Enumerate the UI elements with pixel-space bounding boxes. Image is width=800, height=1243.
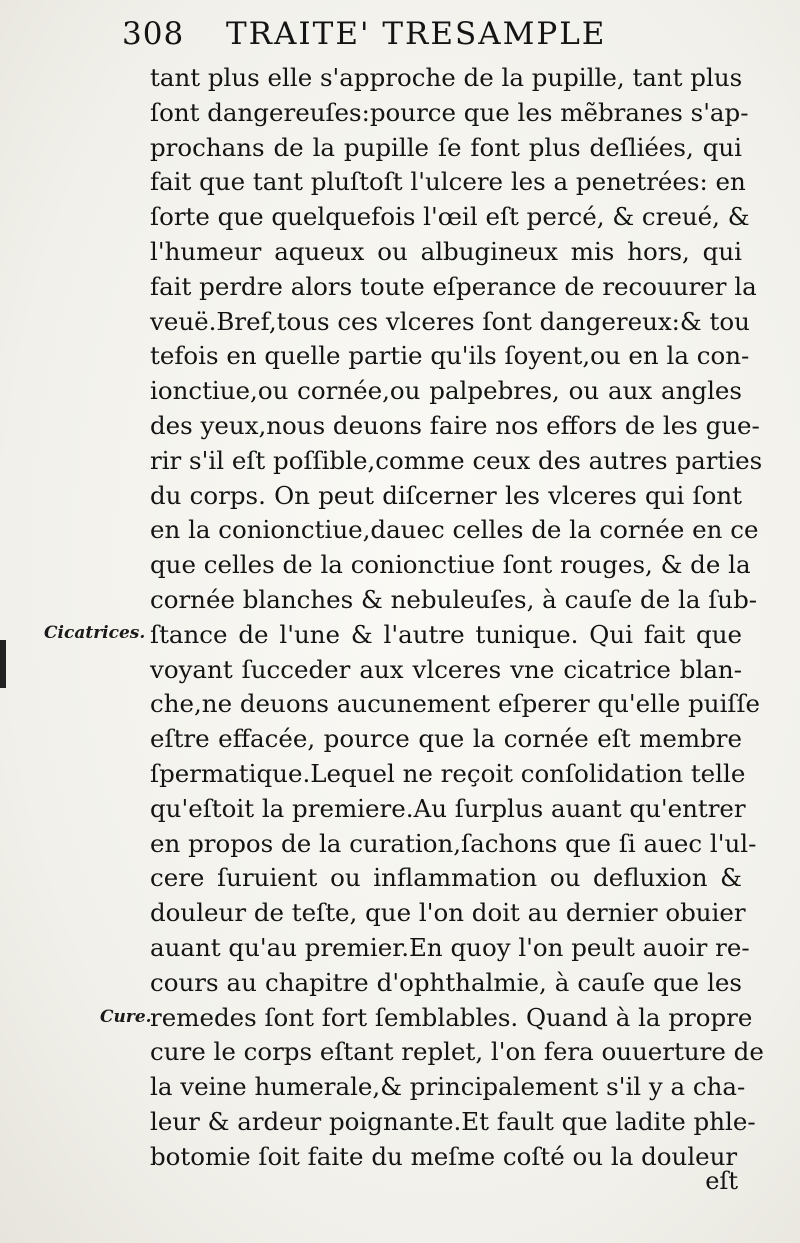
text-line: qu'eſtoit la premiere.Au ſurplus auant qu'entrer — [150, 793, 746, 823]
page-edge-shadow — [0, 640, 6, 688]
text-line: che,ne deuons aucunement eſperer qu'elle puiſſe — [150, 689, 761, 719]
catchword: eſt — [705, 1167, 738, 1195]
text-line: auant qu'au premier.En quoy l'on peult auoir re- — [150, 932, 750, 962]
text-line: veuë.Bref,tous ces vlceres ſont dangereux:& tou — [150, 306, 750, 336]
text-line: ſorte que quelquefois l'œil eſt percé, & creué, & — [150, 202, 750, 232]
running-title: TRAITE' TRESAMPLE — [226, 16, 607, 52]
text-line: remedes ſont fort ſemblables. Quand à la propre — [150, 1002, 753, 1032]
page-header — [0, 14, 800, 58]
text-line: en la conionctiue,dauec celles de la cornée en ce — [150, 515, 759, 545]
text-line: cours au chapitre d'ophthalmie, à cauſe que les — [150, 967, 742, 997]
text-line: voyant ſucceder aux vlceres vne cicatrice blan- — [150, 654, 742, 684]
text-line: ſont dangereuſes:pource que les mẽbranes s'ap- — [150, 97, 749, 127]
text-line: ſpermatique.Lequel ne reçoit conſolidation telle — [150, 758, 746, 788]
text-line: tant plus elle s'approche de la pupille, tant plus — [150, 63, 743, 92]
text-line: la veine humerale,& principalement s'il y a cha- — [150, 1072, 746, 1102]
text-line: botomie ſoit faite du meſme coſté ou la douleur — [150, 1141, 738, 1171]
page-number: 308 — [122, 16, 185, 52]
text-line: que celles de la conionctiue ſont rouges, & de la — [150, 550, 751, 580]
text-line: tefois en quelle partie qu'ils ſoyent,ou en la con- — [150, 341, 750, 371]
text-line: en propos de la curation,ſachons que ſi auec l'ul- — [150, 828, 757, 858]
text-line: eſtre effacée, pource que la cornée eſt membre — [150, 724, 742, 754]
text-line: des yeux,nous deuons faire nos effors de les gue- — [150, 410, 760, 440]
margin-note-cure: Cure. — [100, 1007, 152, 1027]
text-line: leur & ardeur poignante.Et fault que ladite phle- — [150, 1106, 756, 1136]
text-line: cure le corps eſtant replet, l'on fera ouuerture de — [150, 1037, 764, 1067]
margin-note-cicatrices: Cicatrices. — [44, 623, 146, 643]
text-line: ſtance de l'une & l'autre tunique. Qui fait que — [150, 619, 742, 649]
text-line: ionctiue,ou cornée,ou palpebres, ou aux angles — [150, 376, 742, 406]
body-text — [150, 61, 764, 1175]
text-line: du corps. On peut diſcerner les vlceres qui ſont — [150, 480, 742, 510]
text-line: l'humeur aqueux ou albugineux mis hors, qui — [150, 236, 742, 266]
text-line: cornée blanches & nebuleuſes, à cauſe de la ſub- — [150, 584, 758, 614]
text-line: cere ſuruient ou inflammation ou defluxion & — [150, 863, 742, 893]
text-line: prochans de la pupille ſe font plus deſliées, qui — [150, 132, 742, 162]
text-line: rir s'il eſt poſſible,comme ceux des autres parties — [150, 445, 763, 475]
text-line: fait que tant pluſtoſt l'ulcere les a penetrées: en — [150, 167, 746, 197]
text-line: douleur de teſte, que l'on doit au dernier obuier — [150, 898, 746, 928]
text-line: fait perdre alors toute eſperance de recouurer la — [150, 271, 757, 301]
